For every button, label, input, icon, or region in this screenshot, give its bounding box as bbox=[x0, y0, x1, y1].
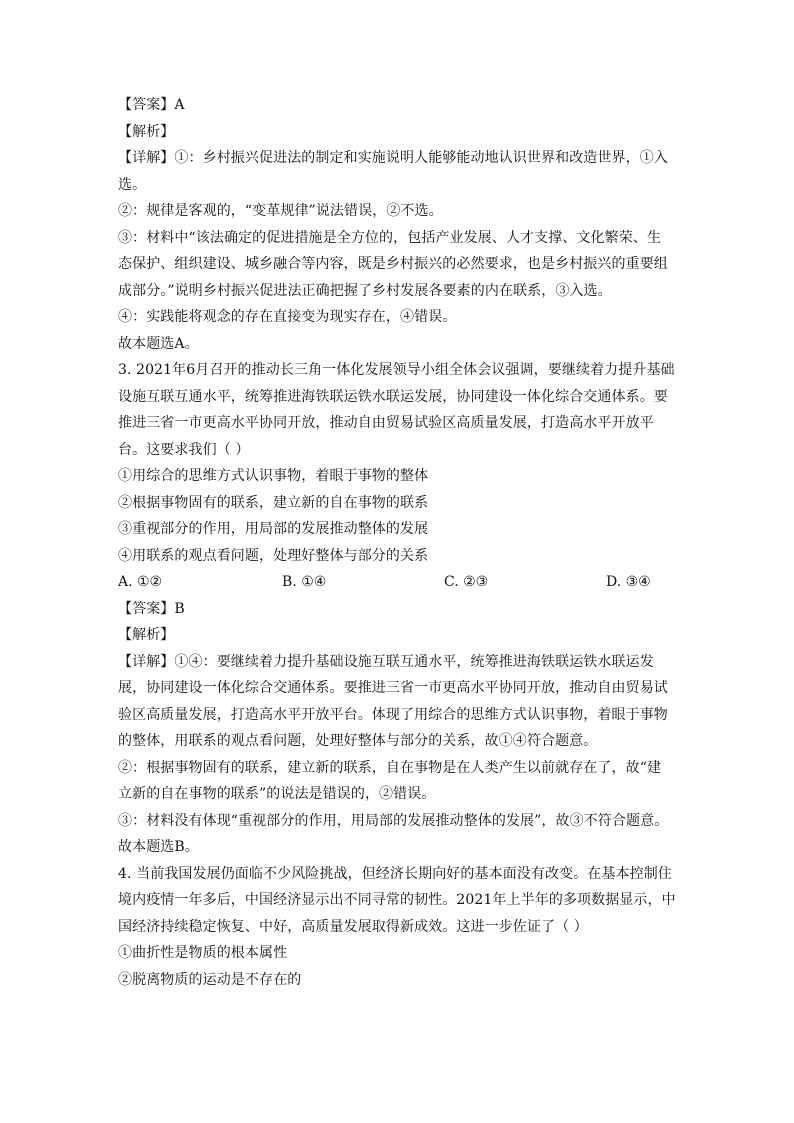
detail-line: ③：材料中“该法确定的促进措施是全方位的，包括产业发展、人才支撑、文化繁荣、生 bbox=[118, 229, 662, 246]
detail-line: ③：材料没有体现“重视部分的作用，用局部的发展推动整体的发展”，故③不符合题意。 bbox=[118, 812, 669, 829]
option-b: B. ①④ bbox=[282, 574, 327, 590]
option-a: A. ①② bbox=[118, 574, 163, 590]
detail-line: 【详解】①④：要继续着力提升基础设施互联互通水平，统筹推进海铁联运铁水联运发 bbox=[118, 653, 654, 670]
conclusion-line: 故本题选A。 bbox=[118, 335, 199, 352]
question-3-stem: 设施互联互通水平，统筹推进海铁联运铁水联运发展，协同建设一体化综合交通体系。要 bbox=[118, 388, 668, 405]
detail-line: 立新的自在事物的联系”的说法是错误的，②错误。 bbox=[118, 786, 436, 802]
question-3-options bbox=[118, 569, 678, 596]
detail-line: ②：根据事物固有的联系，建立新的联系，自在事物是在人类产生以前就存在了，故“建 bbox=[118, 759, 662, 776]
detail-line: 展，协同建设一体化综合交通体系。要推进三省一市更高水平协同开放，推动自由贸易试 bbox=[118, 680, 668, 696]
document-page bbox=[118, 92, 678, 993]
detail-line: 的整体，用联系的观点看问题，处理好整体与部分的关系，故①④符合题意。 bbox=[118, 733, 598, 749]
answer-label-3: 【答案】B bbox=[118, 600, 185, 617]
question-4-stem: 境内疫情一年多后，中国经济显示出不同寻常的韧性。2021年上半年的多项数据显示，中 bbox=[118, 892, 676, 908]
question-3-stem: 台。这要求我们（ ） bbox=[118, 441, 250, 458]
conclusion-line: 故本题选B。 bbox=[118, 839, 199, 855]
detail-line: 验区高质量发展，打造高水平开放平台。体现了用综合的思维方式认识事物，着眼于事物 bbox=[118, 706, 668, 723]
detail-line: 成部分。”说明乡村振兴促进法正确把握了乡村发展各要素的内在联系，③入选。 bbox=[118, 282, 612, 299]
detail-line: ④：实践能将观念的存在直接变为现实存在，④错误。 bbox=[118, 309, 457, 325]
question-4-statement: ②脱离物质的运动是不存在的 bbox=[118, 971, 302, 988]
question-4-stem: 4. 当前我国发展仍面临不少风险挑战，但经济长期向好的基本面没有改变。在基本控制住 bbox=[118, 865, 672, 882]
question-4-statement: ①曲折性是物质的根本属性 bbox=[118, 945, 288, 961]
analysis-label-3: 【解析】 bbox=[118, 627, 175, 643]
detail-line: 态保护、组织建设、城乡融合等内容，既是乡村振兴的必然要求，也是乡村振兴的重要组 bbox=[118, 256, 668, 272]
option-c: C. ②③ bbox=[444, 574, 489, 590]
detail-line: ②：规律是客观的，“变革规律”说法错误，②不选。 bbox=[118, 203, 443, 219]
analysis-label-2: 【解析】 bbox=[118, 123, 175, 140]
question-3-stem: 3. 2021年6月召开的推动长三角一体化发展领导小组全体会议强调，要继续着力提升基础 bbox=[118, 362, 675, 378]
option-d: D. ③④ bbox=[606, 574, 651, 590]
question-3-statement: ④用联系的观点看问题，处理好整体与部分的关系 bbox=[118, 547, 429, 564]
question-3-statement: ①用综合的思维方式认识事物，着眼于事物的整体 bbox=[118, 468, 429, 484]
detail-line: 【详解】①：乡村振兴促进法的制定和实施说明人能够能动地认识世界和改造世界，①入 bbox=[118, 150, 668, 166]
question-4-stem: 国经济持续稳定恢复、中好，高质量发展取得新成效。这进一步佐证了（ ） bbox=[118, 918, 588, 935]
question-3-stem: 推进三省一市更高水平协同开放，推动自由贸易试验区高质量发展，打造高水平开放平 bbox=[118, 415, 654, 431]
detail-line: 选。 bbox=[118, 176, 147, 193]
question-3-statement: ③重视部分的作用，用局部的发展推动整体的发展 bbox=[118, 521, 429, 537]
question-3-statement: ②根据事物固有的联系，建立新的自在事物的联系 bbox=[118, 494, 429, 511]
answer-label-2: 【答案】A bbox=[118, 97, 185, 113]
